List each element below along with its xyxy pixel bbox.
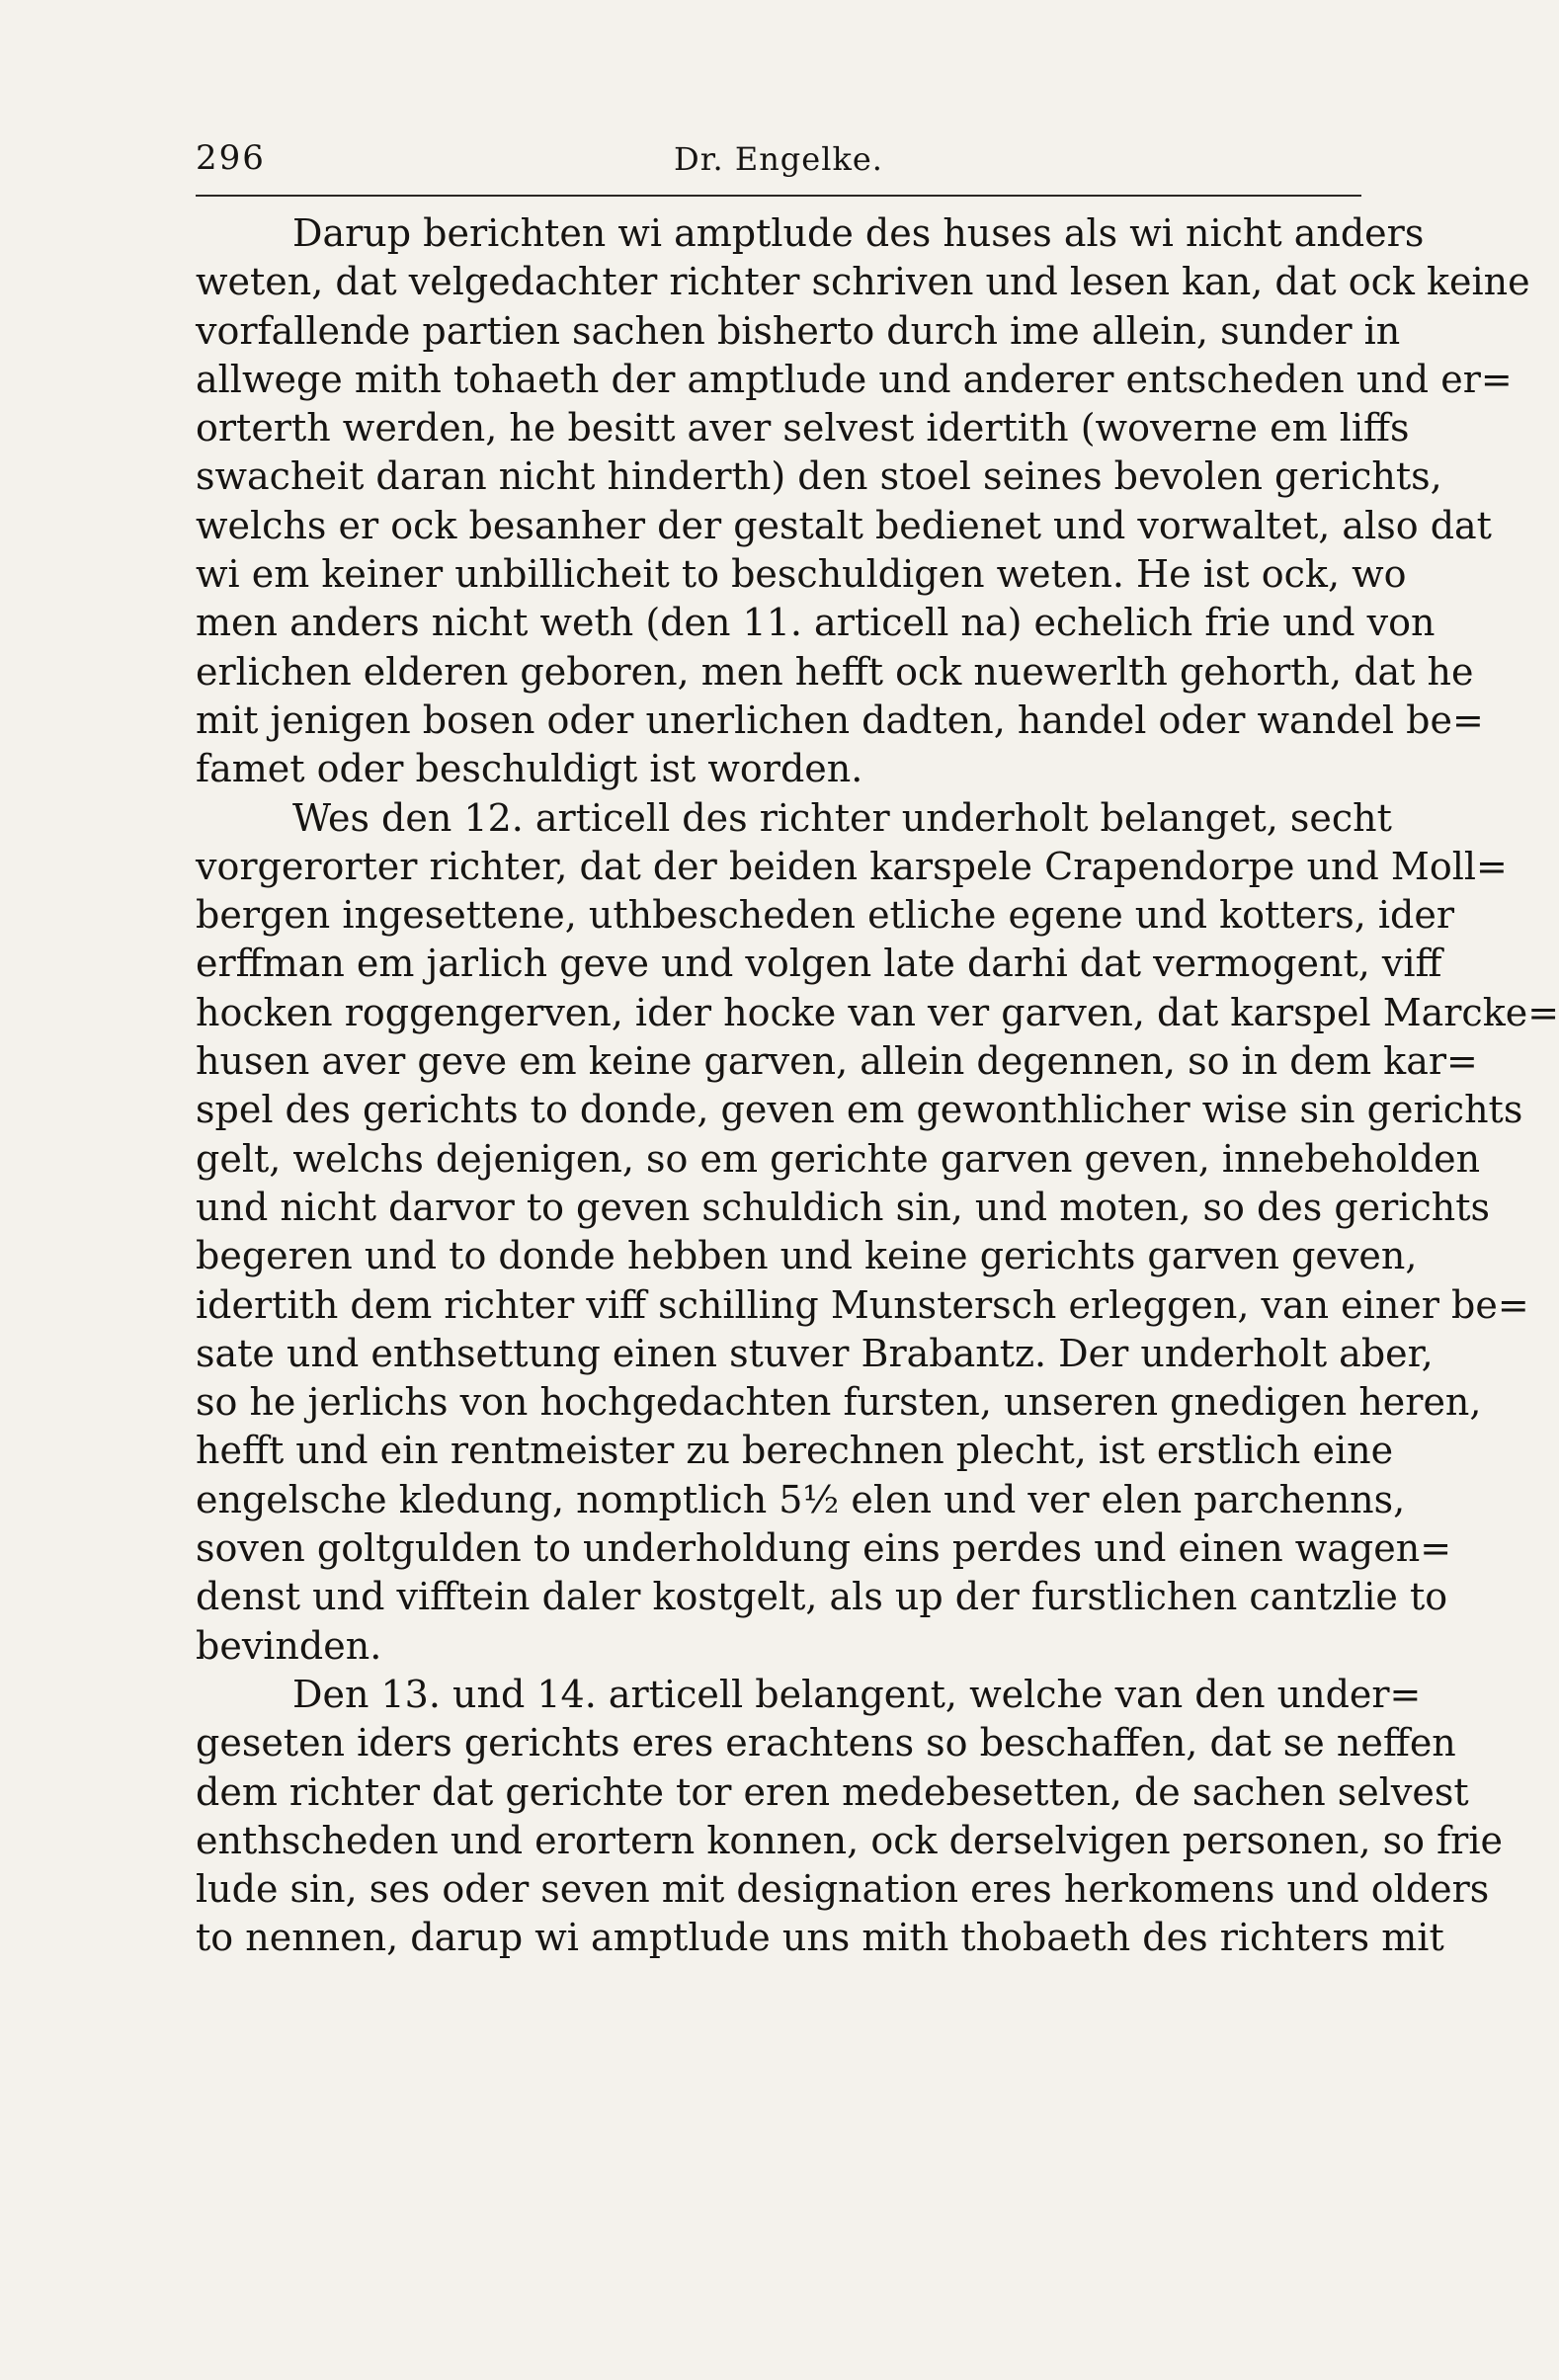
text-line: wi em keiner unbillicheit to beschuldigen weten. He ist ock, wo <box>196 552 1407 597</box>
text-line: hefft und ein rentmeister zu berechnen plecht, ist erstlich eine <box>196 1429 1394 1473</box>
text-line: dem richter dat gerichte tor eren medebesetten, de sachen selvest <box>196 1769 1469 1814</box>
text-line: husen aver geve em keine garven, allein degennen, so in dem kar= <box>196 1039 1478 1084</box>
text-line: famet oder beschuldigt ist worden. <box>196 747 863 791</box>
paragraph <box>196 794 1559 1671</box>
header-rule <box>196 195 1361 197</box>
text-line: Darup berichten wi amptlude des huses als wi nicht anders <box>292 211 1425 255</box>
text-line: men anders nicht weth (den 11. articell na) echelich frie und von <box>196 601 1436 645</box>
body-text <box>196 209 1559 1963</box>
text-line: idertith dem richter viff schilling Munstersch erleggen, van einer be= <box>196 1282 1529 1327</box>
text-line: orterth werden, he besitt aver selvest idertith (woverne em liffs <box>196 406 1410 451</box>
text-line: sate und enthsettung einen stuver Brabantz. Der underholt aber, <box>196 1331 1434 1375</box>
text-line: denst und vifftein daler kostgelt, als up der furstlichen cantzlie to <box>196 1575 1448 1619</box>
text-line: weten, dat velgedachter richter schriven und lesen kan, dat ock keine <box>196 260 1530 304</box>
text-line: Wes den 12. articell des richter underholt belanget, secht <box>292 795 1392 840</box>
text-line: vorgerorter richter, dat der beiden karspele Crapendorpe und Moll= <box>196 844 1508 888</box>
text-line: spel des gerichts to donde, geven em gewonthlicher wise sin gerichts <box>196 1088 1523 1132</box>
text-line: so he jerlichs von hochgedachten fursten, unseren gnedigen heren, <box>196 1380 1482 1425</box>
text-line: und nicht darvor to geven schuldich sin, und moten, so des gerichts <box>196 1185 1491 1229</box>
text-line: erffman em jarlich geve und volgen late darhi dat vermogent, viff <box>196 942 1442 986</box>
paragraph <box>196 209 1530 794</box>
text-line: to nennen, darup wi amptlude uns mith thobaeth des richters mit <box>196 1916 1444 1960</box>
text-line: begeren und to donde hebben und keine gerichts garven geven, <box>196 1234 1418 1278</box>
text-line: enthscheden und erortern konnen, ock derselvigen personen, so frie <box>196 1818 1503 1862</box>
text-line: gelt, welchs dejenigen, so em gerichte garven geven, innebeholden <box>196 1136 1481 1181</box>
text-line: hocken roggengerven, ider hocke van ver garven, dat karspel Marcke= <box>196 990 1559 1034</box>
running-head: Dr. Engelke. <box>674 140 883 178</box>
text-line: engelsche kledung, nomptlich 5½ elen und ver elen parchenns, <box>196 1477 1406 1521</box>
text-line: soven goltgulden to underholdung eins perdes und einen wagen= <box>196 1526 1452 1571</box>
text-line: swacheit daran nicht hinderth) den stoel seines bevolen gerichts, <box>196 454 1442 499</box>
text-line: allwege mith tohaeth der amptlude und anderer entscheden und er= <box>196 357 1513 401</box>
text-line: vorfallende partien sachen bisherto durch ime allein, sunder in <box>196 308 1401 353</box>
page-number: 296 <box>196 138 266 178</box>
text-line: mit jenigen bosen oder unerlichen dadten, handel oder wandel be= <box>196 698 1484 742</box>
text-line: erlichen elderen geboren, men hefft ock nuewerlth gehorth, dat he <box>196 649 1474 694</box>
text-line: Den 13. und 14. articell belangent, welche van den under= <box>292 1672 1422 1716</box>
text-line: welchs er ock besanher der gestalt bedienet und vorwaltet, also dat <box>196 503 1492 547</box>
text-line: bergen ingesettene, uthbescheden etliche egene und kotters, ider <box>196 893 1455 938</box>
text-line: lude sin, ses oder seven mit designation eres herkomens und olders <box>196 1867 1490 1912</box>
paragraph <box>196 1671 1503 1963</box>
page-header <box>196 138 1361 188</box>
text-line: geseten iders gerichts eres erachtens so beschaffen, dat se neffen <box>196 1721 1456 1765</box>
text-line: bevinden. <box>196 1623 382 1668</box>
